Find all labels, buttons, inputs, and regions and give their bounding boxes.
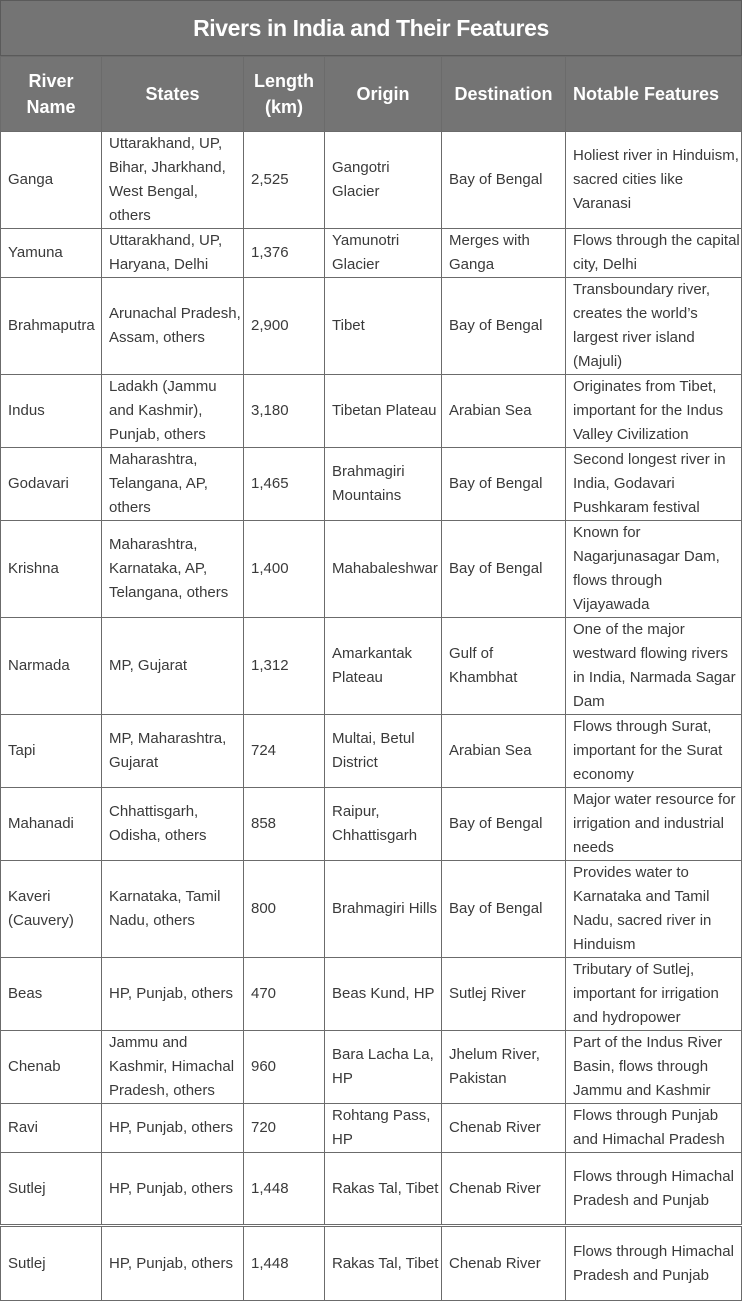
cell-river-name: Mahanadi xyxy=(1,788,102,861)
cell-states: HP, Punjab, others xyxy=(102,1153,244,1226)
cell-river-name: Godavari xyxy=(1,448,102,521)
cell-notable-features: Second longest river in India, Godavari Pushkaram festival xyxy=(566,448,742,521)
cell-origin: Raipur, Chhattisgarh xyxy=(325,788,442,861)
cell-length: 3,180 xyxy=(244,375,325,448)
col-header-length: Length (km) xyxy=(244,57,325,132)
cell-length: 1,312 xyxy=(244,618,325,715)
cell-river-name: Brahmaputra xyxy=(1,278,102,375)
cell-origin: Bara Lacha La, HP xyxy=(325,1031,442,1104)
cell-length: 1,448 xyxy=(244,1153,325,1226)
cell-states: MP, Gujarat xyxy=(102,618,244,715)
cell-length: 470 xyxy=(244,958,325,1031)
cell-origin: Beas Kund, HP xyxy=(325,958,442,1031)
cell-origin: Tibetan Plateau xyxy=(325,375,442,448)
cell-origin: Yamunotri Glacier xyxy=(325,229,442,278)
cell-river-name: Narmada xyxy=(1,618,102,715)
cell-destination: Jhelum River, Pakistan xyxy=(442,1031,566,1104)
table-row xyxy=(1,278,742,375)
cell-destination: Bay of Bengal xyxy=(442,132,566,229)
cell-length: 2,525 xyxy=(244,132,325,229)
cell-notable-features: Provides water to Karnataka and Tamil Nadu, sacred river in Hinduism xyxy=(566,861,742,958)
table-row xyxy=(1,375,742,448)
cell-length: 1,376 xyxy=(244,229,325,278)
table-row xyxy=(1,1226,742,1301)
cell-states: Jammu and Kashmir, Himachal Pradesh, others xyxy=(102,1031,244,1104)
cell-destination: Merges with Ganga xyxy=(442,229,566,278)
cell-length: 2,900 xyxy=(244,278,325,375)
cell-origin: Multai, Betul District xyxy=(325,715,442,788)
cell-notable-features: Flows through Himachal Pradesh and Punjab xyxy=(566,1153,742,1226)
cell-destination: Bay of Bengal xyxy=(442,278,566,375)
table-row xyxy=(1,229,742,278)
table-row xyxy=(1,715,742,788)
table-row xyxy=(1,861,742,958)
table-row xyxy=(1,1104,742,1153)
cell-length: 1,448 xyxy=(244,1226,325,1301)
table-title: Rivers in India and Their Features xyxy=(0,0,742,56)
cell-destination: Sutlej River xyxy=(442,958,566,1031)
col-header-river-name: River Name xyxy=(1,57,102,132)
cell-destination: Bay of Bengal xyxy=(442,788,566,861)
cell-notable-features: Major water resource for irrigation and industrial needs xyxy=(566,788,742,861)
cell-river-name: Chenab xyxy=(1,1031,102,1104)
cell-river-name: Yamuna xyxy=(1,229,102,278)
table-row xyxy=(1,618,742,715)
cell-origin: Rakas Tal, Tibet xyxy=(325,1153,442,1226)
cell-origin: Amarkantak Plateau xyxy=(325,618,442,715)
cell-destination: Chenab River xyxy=(442,1226,566,1301)
cell-destination: Bay of Bengal xyxy=(442,448,566,521)
cell-notable-features: One of the major westward flowing rivers in India, Narmada Sagar Dam xyxy=(566,618,742,715)
cell-notable-features: Known for Nagarjunasagar Dam, flows through Vijayawada xyxy=(566,521,742,618)
cell-destination: Bay of Bengal xyxy=(442,521,566,618)
cell-states: Uttarakhand, UP, Haryana, Delhi xyxy=(102,229,244,278)
cell-destination: Chenab River xyxy=(442,1153,566,1226)
cell-origin: Brahmagiri Mountains xyxy=(325,448,442,521)
cell-states: HP, Punjab, others xyxy=(102,958,244,1031)
cell-river-name: Tapi xyxy=(1,715,102,788)
cell-states: Arunachal Pradesh, Assam, others xyxy=(102,278,244,375)
cell-length: 800 xyxy=(244,861,325,958)
cell-states: Chhattisgarh, Odisha, others xyxy=(102,788,244,861)
table-row xyxy=(1,448,742,521)
table-row xyxy=(1,788,742,861)
col-header-origin: Origin xyxy=(325,57,442,132)
table-row xyxy=(1,1031,742,1104)
col-header-destination: Destination xyxy=(442,57,566,132)
cell-notable-features: Transboundary river, creates the world’s largest river island (Majuli) xyxy=(566,278,742,375)
cell-notable-features: Originates from Tibet, important for the Indus Valley Civilization xyxy=(566,375,742,448)
cell-origin: Gangotri Glacier xyxy=(325,132,442,229)
cell-length: 960 xyxy=(244,1031,325,1104)
cell-states: MP, Maharashtra, Gujarat xyxy=(102,715,244,788)
cell-river-name: Ganga xyxy=(1,132,102,229)
cell-states: HP, Punjab, others xyxy=(102,1226,244,1301)
cell-notable-features: Tributary of Sutlej, important for irrigation and hydropower xyxy=(566,958,742,1031)
cell-origin: Rohtang Pass, HP xyxy=(325,1104,442,1153)
cell-origin: Tibet xyxy=(325,278,442,375)
cell-length: 858 xyxy=(244,788,325,861)
cell-length: 1,465 xyxy=(244,448,325,521)
cell-river-name: Ravi xyxy=(1,1104,102,1153)
table-header-row xyxy=(1,57,742,132)
table-row xyxy=(1,958,742,1031)
cell-notable-features: Flows through Himachal Pradesh and Punjab xyxy=(566,1226,742,1301)
cell-states: Maharashtra, Karnataka, AP, Telangana, others xyxy=(102,521,244,618)
col-header-states: States xyxy=(102,57,244,132)
cell-notable-features: Part of the Indus River Basin, flows through Jammu and Kashmir xyxy=(566,1031,742,1104)
cell-notable-features: Holiest river in Hinduism, sacred cities like Varanasi xyxy=(566,132,742,229)
cell-notable-features: Flows through Surat, important for the Surat economy xyxy=(566,715,742,788)
cell-length: 720 xyxy=(244,1104,325,1153)
cell-origin: Mahabaleshwar xyxy=(325,521,442,618)
cell-destination: Bay of Bengal xyxy=(442,861,566,958)
cell-states: Karnataka, Tamil Nadu, others xyxy=(102,861,244,958)
cell-states: HP, Punjab, others xyxy=(102,1104,244,1153)
table-row xyxy=(1,521,742,618)
cell-origin: Rakas Tal, Tibet xyxy=(325,1226,442,1301)
cell-notable-features: Flows through the capital city, Delhi xyxy=(566,229,742,278)
cell-states: Uttarakhand, UP, Bihar, Jharkhand, West Bengal, others xyxy=(102,132,244,229)
col-header-notable-features: Notable Features xyxy=(566,57,742,132)
table-row xyxy=(1,132,742,229)
cell-origin: Brahmagiri Hills xyxy=(325,861,442,958)
cell-destination: Arabian Sea xyxy=(442,715,566,788)
cell-destination: Chenab River xyxy=(442,1104,566,1153)
cell-river-name: Sutlej xyxy=(1,1153,102,1226)
cell-length: 1,400 xyxy=(244,521,325,618)
cell-states: Ladakh (Jammu and Kashmir), Punjab, others xyxy=(102,375,244,448)
rivers-table xyxy=(0,56,742,1301)
cell-river-name: Kaveri (Cauvery) xyxy=(1,861,102,958)
table-row xyxy=(1,1153,742,1226)
cell-river-name: Indus xyxy=(1,375,102,448)
cell-notable-features: Flows through Punjab and Himachal Pradesh xyxy=(566,1104,742,1153)
cell-river-name: Beas xyxy=(1,958,102,1031)
cell-destination: Gulf of Khambhat xyxy=(442,618,566,715)
cell-destination: Arabian Sea xyxy=(442,375,566,448)
cell-river-name: Sutlej xyxy=(1,1226,102,1301)
table-body xyxy=(1,132,742,1301)
cell-length: 724 xyxy=(244,715,325,788)
cell-states: Maharashtra, Telangana, AP, others xyxy=(102,448,244,521)
cell-river-name: Krishna xyxy=(1,521,102,618)
